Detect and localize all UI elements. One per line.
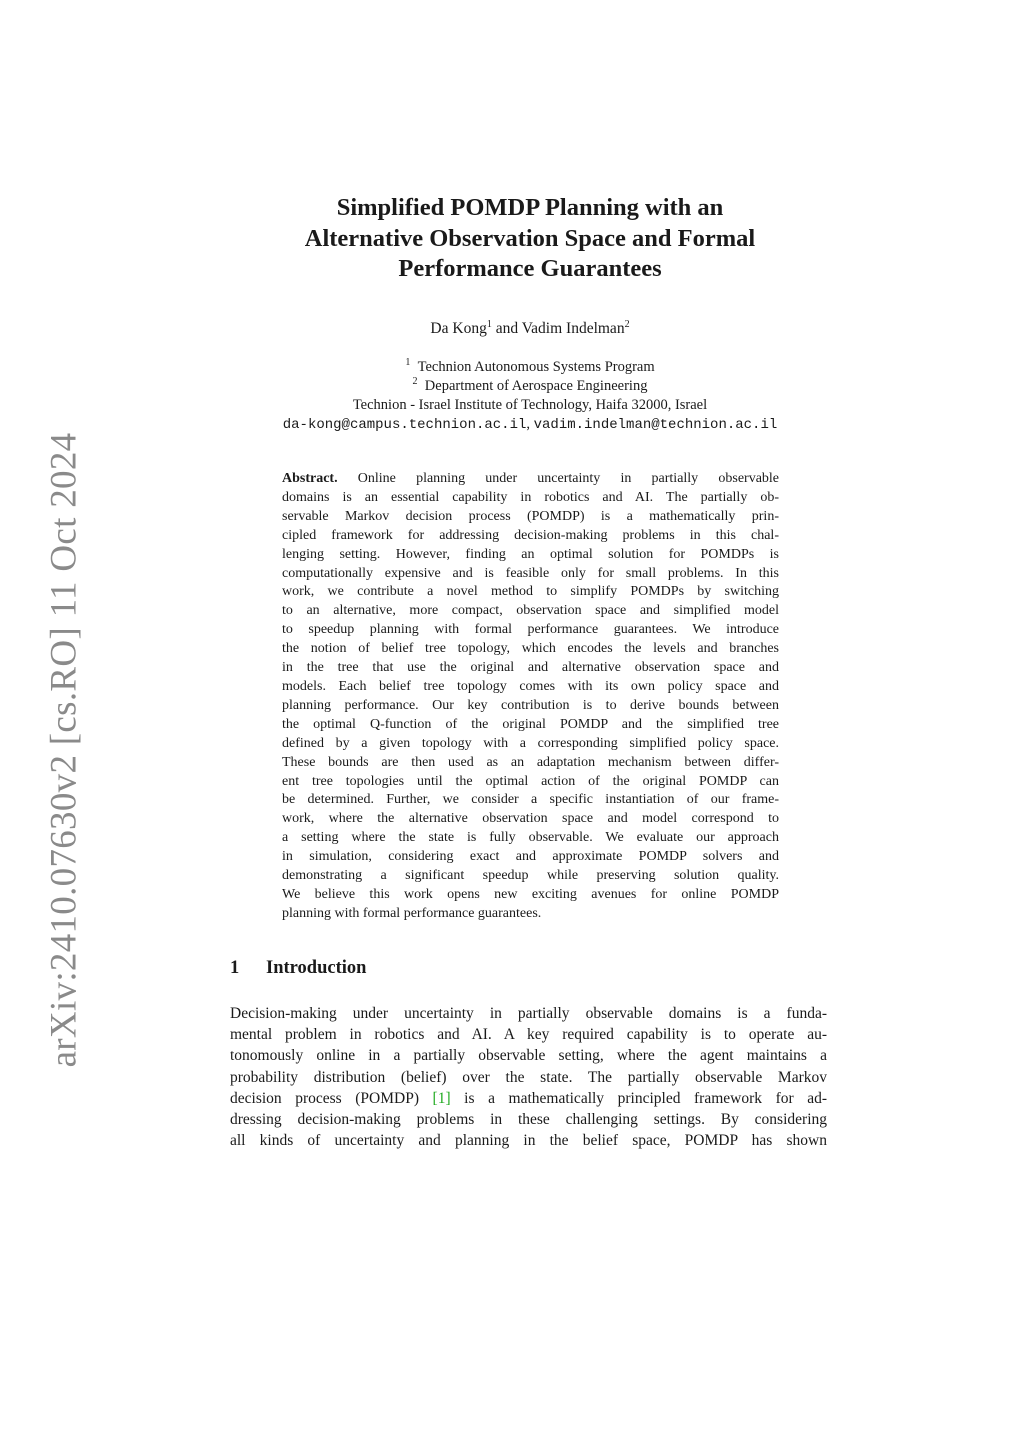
abstract-line: cipled framework for addressing decision-making problems in this chal- bbox=[282, 527, 779, 543]
paragraph-text: is a mathematically principled framework for ad- bbox=[450, 1089, 827, 1107]
paragraph-line: mental problem in robotics and AI. A key required capability is to operate au- bbox=[230, 1026, 827, 1044]
email-line bbox=[230, 415, 830, 435]
abstract-line: These bounds are then used as an adaptation mechanism between differ- bbox=[282, 754, 779, 770]
email-address[interactable]: vadim.indelman@technion.ac.il bbox=[533, 417, 778, 433]
abstract-line: to an alternative, more compact, observation space and simplified model bbox=[282, 603, 779, 619]
affiliation-line bbox=[230, 377, 830, 396]
abstract-line: domains is an essential capability in robotics and AI. The partially ob- bbox=[282, 489, 779, 505]
abstract-line: in simulation, considering exact and approximate POMDP solvers and bbox=[282, 849, 779, 865]
author-name: Da Kong bbox=[430, 320, 487, 337]
abstract-label: Abstract. bbox=[282, 471, 338, 486]
abstract-line: ent tree topologies until the optimal action of the original POMDP can bbox=[282, 773, 779, 789]
abstract-line: work, we contribute a novel method to simplify POMDPs by switching bbox=[282, 584, 779, 600]
institution-line: Technion - Israel Institute of Technology, Haifa 32000, Israel bbox=[352, 397, 708, 413]
paragraph-line: probability distribution (belief) over the state. The partially observable Markov bbox=[230, 1068, 827, 1086]
abstract-line: computationally expensive and is feasible only for small problems. In this bbox=[282, 565, 779, 581]
author-name: Vadim Indelman bbox=[521, 320, 625, 337]
abstract bbox=[282, 470, 779, 924]
abstract-line: work, where the alternative observation space and model correspond to bbox=[282, 811, 779, 827]
title-line: Performance Guarantees bbox=[398, 255, 662, 282]
title-line: Simplified POMDP Planning with an bbox=[336, 194, 724, 221]
abstract-line: models. Each belief tree topology comes with its own policy space and bbox=[282, 678, 779, 694]
introduction-paragraph bbox=[230, 1003, 827, 1151]
author-list bbox=[230, 320, 830, 338]
affiliation-marker: 2 bbox=[624, 318, 630, 330]
arxiv-identifier: arXiv:2410.07630v2 [cs.RO] 11 Oct 2024 bbox=[43, 432, 85, 1068]
paragraph-line: dressing decision-making problems in these challenging settings. By considering bbox=[230, 1111, 827, 1129]
paragraph-text: decision process (POMDP) bbox=[230, 1089, 433, 1107]
abstract-text: Online planning under uncertainty in partially observable bbox=[357, 471, 780, 486]
affiliation-line bbox=[230, 358, 830, 377]
abstract-line: the optimal Q-function of the original POMDP and the simplified tree bbox=[282, 716, 779, 732]
section-number: 1 bbox=[230, 958, 240, 978]
section-title: Introduction bbox=[266, 958, 367, 978]
affiliation-marker: 1 bbox=[405, 357, 411, 369]
affiliation-text: Technion Autonomous Systems Program bbox=[417, 359, 655, 375]
abstract-line: in the tree that use the original and alternative observation space and bbox=[282, 660, 779, 676]
affiliations bbox=[230, 358, 830, 435]
abstract-line: servable Markov decision process (POMDP) is a mathematically prin- bbox=[282, 508, 779, 524]
abstract-line: planning with formal performance guarantees. bbox=[282, 905, 542, 921]
email-separator: , bbox=[526, 416, 534, 432]
abstract-line: be determined. Further, we consider a specific instantiation of our frame- bbox=[282, 792, 779, 808]
abstract-line bbox=[282, 470, 779, 489]
paragraph-line: tonomously online in a partially observable setting, where the agent maintains a bbox=[230, 1047, 827, 1065]
section-heading bbox=[230, 958, 366, 979]
paragraph-line: Decision-making under uncertainty in partially observable domains is a funda- bbox=[230, 1005, 827, 1022]
affiliation-marker: 2 bbox=[412, 376, 418, 388]
abstract-line: planning performance. Our key contribution is to derive bounds between bbox=[282, 697, 779, 713]
citation-link[interactable]: [1] bbox=[432, 1089, 451, 1107]
abstract-line: We believe this work opens new exciting avenues for online POMDP bbox=[282, 886, 779, 902]
paragraph-line: all kinds of uncertainty and planning in the belief space, POMDP has shown bbox=[230, 1132, 827, 1150]
affiliation-marker: 1 bbox=[486, 318, 492, 330]
abstract-line: the notion of belief tree topology, which encodes the levels and branches bbox=[282, 641, 779, 657]
abstract-line: demonstrating a significant speedup while preserving solution quality. bbox=[282, 868, 779, 884]
paper-title bbox=[230, 193, 830, 285]
abstract-line: a setting where the state is fully observable. We evaluate our approach bbox=[282, 830, 779, 846]
affiliation-text: Department of Aerospace Engineering bbox=[424, 378, 648, 394]
abstract-line: lenging setting. However, finding an optimal solution for POMDPs is bbox=[282, 546, 779, 562]
paragraph-line bbox=[230, 1088, 827, 1109]
abstract-line: to speedup planning with formal performance guarantees. We introduce bbox=[282, 622, 779, 638]
email-address[interactable]: da-kong@campus.technion.ac.il bbox=[282, 417, 527, 433]
title-line: Alternative Observation Space and Formal bbox=[304, 224, 756, 252]
author-conjunction: and bbox=[491, 320, 522, 337]
abstract-line: defined by a given topology with a corresponding simplified policy space. bbox=[282, 735, 779, 751]
